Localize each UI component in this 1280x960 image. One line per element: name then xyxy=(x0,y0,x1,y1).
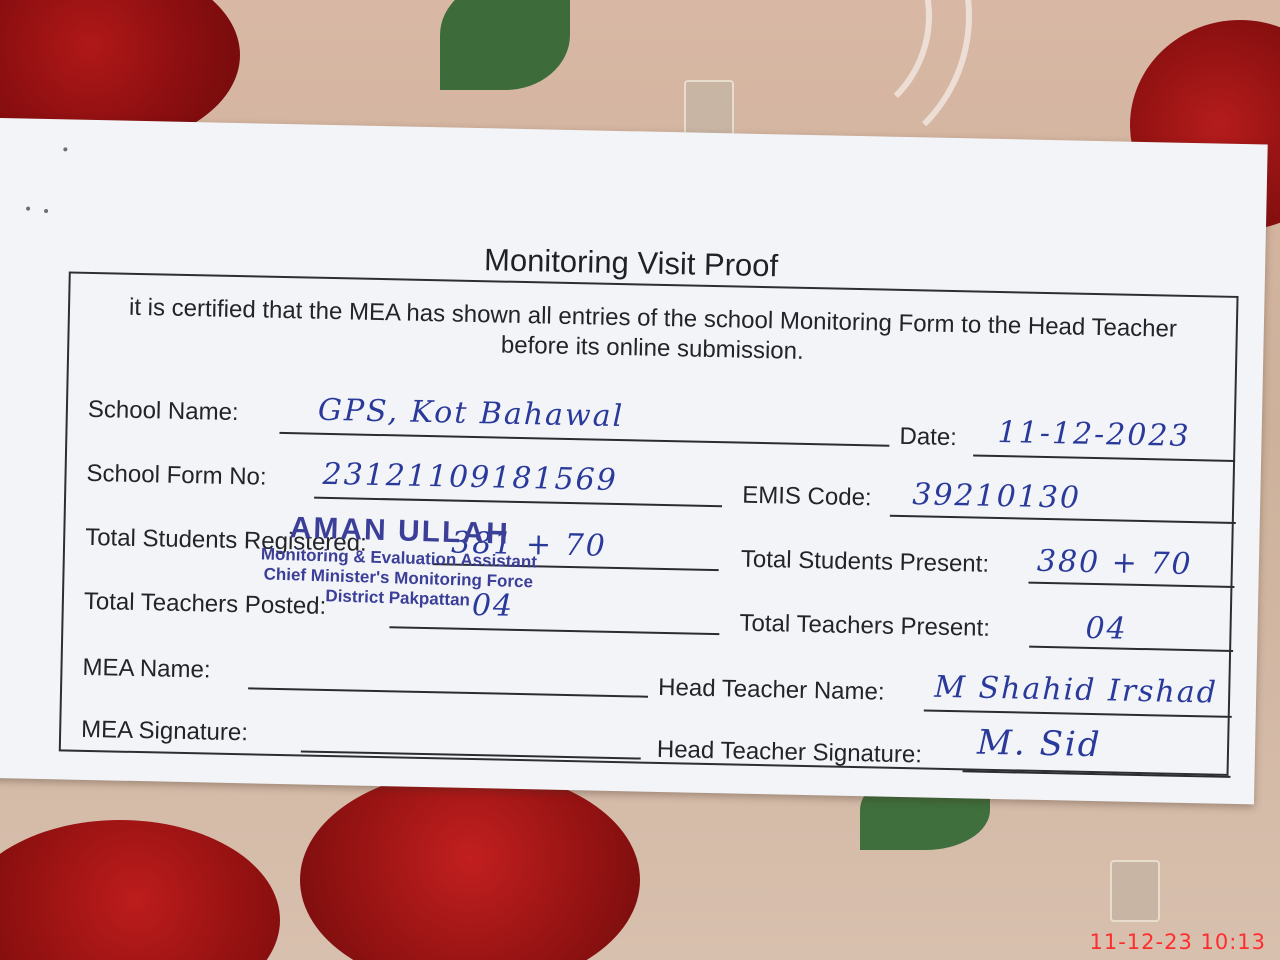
emis-code-line xyxy=(890,515,1236,524)
students-registered-value: 381 + 70 xyxy=(450,525,608,564)
mea-stamp xyxy=(247,510,550,613)
mea-name-line xyxy=(248,687,648,697)
document-title: Monitoring Visit Proof xyxy=(483,242,779,284)
school-form-no-label: School Form No: xyxy=(86,459,267,491)
head-teacher-signature-label: Head Teacher Signature: xyxy=(656,735,923,769)
stamp-line-2: Chief Minister's Monitoring Force xyxy=(263,564,534,592)
students-present-line xyxy=(1028,582,1234,588)
rose-print xyxy=(300,770,640,960)
stamp-line-1: Monitoring & Evaluation Assistant xyxy=(260,544,538,572)
rose-print xyxy=(0,820,280,960)
head-teacher-signature: M. Sid xyxy=(976,722,1102,766)
date-value: 11-12-2023 xyxy=(997,414,1191,454)
punch-mark xyxy=(26,207,30,211)
teachers-present-label: Total Teachers Present: xyxy=(739,609,991,642)
emis-code-value: 39210130 xyxy=(911,477,1082,516)
mea-signature-line xyxy=(301,750,641,759)
teachers-present-value: 04 xyxy=(1085,610,1129,647)
teachers-present-line xyxy=(1029,646,1233,652)
mea-signature-label: MEA Signature: xyxy=(80,715,249,747)
form-box xyxy=(59,271,1239,775)
visit-proof-slip xyxy=(0,118,1268,804)
school-name-line xyxy=(279,432,889,447)
school-form-no-line xyxy=(314,497,722,508)
date-line xyxy=(973,454,1235,461)
mea-name-label: MEA Name: xyxy=(82,653,211,684)
head-teacher-name-value: M Shahid Irshad xyxy=(933,669,1219,711)
students-present-value: 380 + 70 xyxy=(1036,543,1193,583)
teachers-posted-value: 04 xyxy=(471,587,515,624)
head-teacher-name-label: Head Teacher Name: xyxy=(657,673,885,706)
school-name-label: School Name: xyxy=(87,395,239,427)
teachers-posted-line xyxy=(389,626,719,635)
students-registered-label: Total Students Registered: xyxy=(84,523,367,557)
head-teacher-signature-line xyxy=(963,770,1231,778)
punch-mark xyxy=(63,147,67,151)
certification-text: it is certified that the MEA has shown all entries of the school Monitoring Form to the Head Teacher before its online submission. xyxy=(128,293,1178,365)
emis-code-label: EMIS Code: xyxy=(741,481,872,512)
head-teacher-name-line xyxy=(924,709,1232,717)
stamp-line-3: District Pakpattan xyxy=(325,586,471,610)
school-name-value: GPS, Kot Bahawal xyxy=(317,392,625,435)
leaf-print xyxy=(440,0,570,90)
students-present-label: Total Students Present: xyxy=(740,545,990,578)
stamp-name: AMAN ULLAH xyxy=(289,511,511,551)
fabric-motif xyxy=(1110,860,1160,922)
date-label: Date: xyxy=(899,422,958,452)
teachers-posted-label: Total Teachers Posted: xyxy=(83,587,327,620)
punch-mark xyxy=(44,209,48,213)
camera-timestamp: 11-12-23 10:13 xyxy=(1089,930,1266,954)
school-form-no-value: 23121109181569 xyxy=(322,456,619,499)
